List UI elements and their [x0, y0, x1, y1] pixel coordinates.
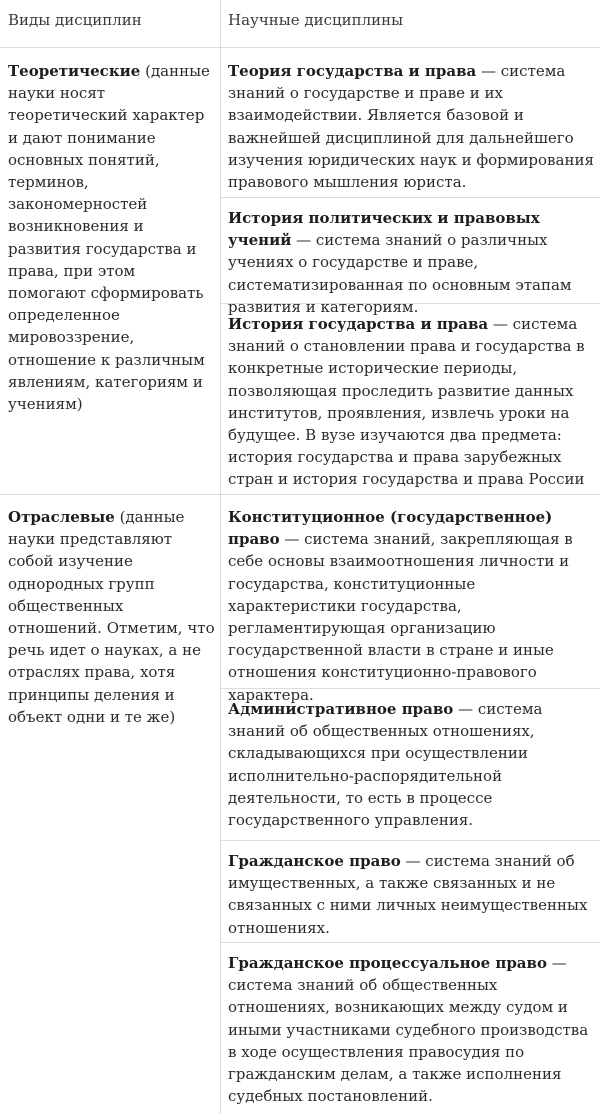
discipline-entry [228, 698, 594, 831]
discipline-title: Теория государства и права [228, 62, 477, 80]
discipline-entry [228, 207, 594, 318]
discipline-entry [228, 60, 594, 193]
discipline-description: — система знаний об имущественных, а также связанных и не связанных с ними личных неимущественных отношениях. [228, 852, 588, 937]
group-divider [0, 494, 600, 495]
row-divider [221, 197, 600, 198]
header-kind: Виды дисциплин [8, 11, 142, 29]
discipline-description: — система знаний об общественных отношениях, складывающихся при осуществлении исполнительно-распорядительной деятельности, то есть в процессе государственного управления. [228, 700, 543, 830]
discipline-title: Гражданское право [228, 852, 401, 870]
column-divider [220, 0, 221, 1114]
row-divider [221, 942, 600, 943]
discipline-entry [228, 850, 594, 939]
discipline-entry [228, 506, 594, 706]
discipline-title: История политических и правовых учений [228, 209, 540, 250]
discipline-entry [228, 952, 594, 1107]
discipline-title: Административное право [228, 700, 454, 718]
discipline-title: Конституционное (государственное) право [228, 508, 553, 549]
discipline-description: — система знаний о различных учениях о государстве и праве, систематизированная по основным этапам развития и категориям. [228, 231, 572, 316]
kind-description: (данные науки представляют собой изучение однородных групп общественных отношений. Отметим, что речь идет о науках, а не отраслях права, хотя принципы деления и объект одни и те же) [8, 508, 215, 726]
discipline-description: — система знаний об общественных отношениях, возникающих между судом и иными участниками судебного производства в ходе осуществления правосудия по гражданским делам, а также исполнения судебных постановлений. [228, 954, 589, 1106]
discipline-description: — система знаний о государстве и праве и их взаимодействии. Является базовой и важнейшей дисциплиной для дальнейшего изучения юридических наук и формирования правового мышления юриста. [228, 62, 594, 192]
discipline-entry [228, 313, 594, 491]
row-divider [221, 840, 600, 841]
kind-description: (данные науки носят теоретический характер и дают понимание основных понятий, терминов, закономерностей возникновения и развития государства и права, при этом помогают сформировать определенное мировоззрение, отношение к различным явлениям, категориям и учениям) [8, 62, 210, 414]
header-divider [0, 47, 600, 48]
discipline-title: История государства и права [228, 315, 489, 333]
kind-theoretical [8, 60, 215, 415]
header-sciences: Научные дисциплины [228, 11, 404, 29]
kind-branch [8, 506, 215, 728]
discipline-title: Гражданское процессуальное право [228, 954, 547, 972]
discipline-description: — система знаний о становлении права и государства в конкретные исторические периоды, позволяющая проследить развитие данных институтов, проявления, извлечь уроки на будущее. В вузе изучаются два предмета: история государства и права зарубежных стран и история государства и права России [228, 315, 585, 489]
kind-title: Теоретические [8, 62, 141, 80]
kind-title: Отраслевые [8, 508, 115, 526]
discipline-description: — система знаний, закрепляющая в себе основы взаимоотношения личности и государства, конституционные характеристики государства, регламентирующая организацию государственной власти в стране и иные отношения конституционно-правового характера. [228, 530, 573, 704]
